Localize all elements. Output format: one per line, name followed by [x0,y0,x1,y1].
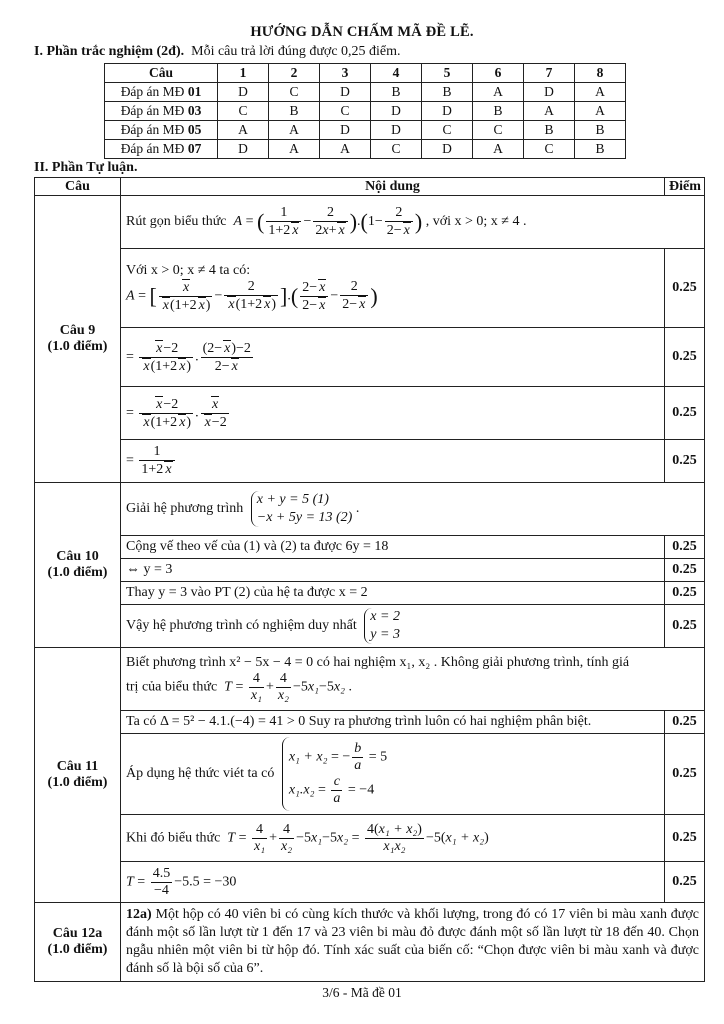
q10-step-1: Cộng vế theo vế của (1) và (2) ta được 6y = 18 [121,536,665,559]
table-row [35,536,705,559]
q10-step-2: ⇔ y = 3 [121,559,665,582]
table-row: Đáp án MĐ 03 C B C D D B A A [105,102,626,121]
q11-step-1: Ta có Δ = 5² − 4.1.(−4) = 41 > 0 Suy ra phương trình luôn có hai nghiệm phân biệt. [121,711,665,734]
page-footer: 3/6 - Mã đề 01 [322,985,402,1000]
table-row [35,582,705,605]
table-row [35,903,705,982]
points-cell: 0.25 [665,605,705,648]
points-cell: 0.25 [665,440,705,483]
table-row [35,328,705,387]
essay-table [34,177,705,982]
points-cell: 0.25 [665,328,705,387]
q11-label: Câu 11 (1.0 điểm) [35,648,121,903]
table-row: Đáp án MĐ 01 D C D B B A D A [105,83,626,102]
points-cell: 0.25 [665,734,705,815]
table-row [35,387,705,440]
part2-heading: II. Phần Tự luận. [34,160,138,175]
table-row: Đáp án MĐ 05 A A D D C C B B [105,121,626,140]
table-row: Đáp án MĐ 07 D A A C D A C B [105,140,626,159]
q12-task: 12a) Một hộp có 40 viên bi có cùng kích thước và khối lượng, trong đó có 17 viên bi màu xanh được đánh một số lần lượt từ 1 đến 17 và 23 viên bi màu đỏ được đánh một số lần lượt từ 18 đến 40. Chọn ngẫu nhiên một viên bi từ hộp đó. Tính xác suất của biến cố: “Chọn được viên bi màu xanh và được đánh số là bội số của 6”. [121,903,705,982]
table-row [35,815,705,862]
page-title: HƯỚNG DẪN CHẤM MÃ ĐỀ LẼ. [250,24,474,40]
q9-task: Rút gọn biểu thức A = ( $\frac{1}{1+2 x}$ − $\frac{2}{2x+ x}$ ).(1− $\frac{2}{2- x}$ ) , với x > 0; x ≠ 4 . [121,196,705,249]
table-row [35,711,705,734]
table-row [35,605,705,648]
table-row [35,440,705,483]
q10-label: Câu 10 (1.0 điểm) [35,483,121,648]
table-row [35,559,705,582]
part1-heading: I. Phần trắc nghiệm (2đ). Mỗi câu trả lời đúng được 0,25 điểm. [34,44,401,59]
q9-step-4: = $\frac{1}{1+2 x}$ [121,440,665,483]
q11-step-2: Áp dụng hệ thức viét ta có x₁ + x₂ = − $\frac{b}{a}$ = 5 x₁.x₂ = $\frac{c}{a}$ = −4 [121,734,665,815]
points-cell: 0.25 [665,711,705,734]
points-cell: 0.25 [665,582,705,605]
points-cell: 0.25 [665,559,705,582]
points-cell: 0.25 [665,815,705,862]
q9-step-2: = $\frac{x-2}{x(1+2 x)}$ . $\frac{(2- x)-2}{2- x}$ [121,328,665,387]
table-row [35,862,705,903]
q9-step-1: Với x > 0; x ≠ 4 ta có: A = [ $\frac{x}{x(1+2 x)}$ − $\frac{2}{x(1+2 x)}$ ].( $\frac{2- x}{2- x}$ − $\frac{2}{2- x}$ ) [121,249,665,328]
table-row: Câu Nội dung Điểm [35,178,705,196]
answer-key-table [104,63,626,159]
q11-task: Biết phương trình x² − 5x − 4 = 0 có hai nghiệm x₁, x₂ . Không giải phương trình, tính giá trị của biểu thức T = $\frac{4}{\text{x₁}}$ + $\frac{4}{\text{x₂}}$ −5x₁−5x₂ . [121,648,705,711]
q9-label: Câu 9 (1.0 điểm) [35,196,121,483]
q11-step-4: T = $\frac{4.5}{-4}$ −5.5 = −30 [121,862,665,903]
q10-task: Giải hệ phương trình x + y = 5 (1) −x + 5y = 13 (2) . [121,483,705,536]
table-row [35,734,705,815]
q12-label: Câu 12a (1.0 điểm) [35,903,121,982]
table-row [35,483,705,536]
table-row [35,249,705,328]
points-cell: 0.25 [665,536,705,559]
points-cell: 0.25 [665,249,705,328]
table-row: Câu 1 2 3 4 5 6 7 8 [105,64,626,83]
points-cell: 0.25 [665,387,705,440]
q10-step-3: Thay y = 3 vào PT (2) của hệ ta được x = 2 [121,582,665,605]
table-row [35,648,705,711]
points-cell: 0.25 [665,862,705,903]
q9-step-3: = $\frac{x-2}{x(1+2 x)}$ . $\frac{x}{x-2}$ [121,387,665,440]
q10-step-4: Vậy hệ phương trình có nghiệm duy nhất x = 2 y = 3 [121,605,665,648]
q11-step-3: Khi đó biểu thức T = $\frac{4}{\text{x₁}}$ + $\frac{4}{\text{x₂}}$ −5x₁−5x₂ = $\frac{\text{4(x₁ + x₂)}}{\text{x₁x₂}}$ −5(x₁ + x₂) [121,815,665,862]
table-row [35,196,705,249]
